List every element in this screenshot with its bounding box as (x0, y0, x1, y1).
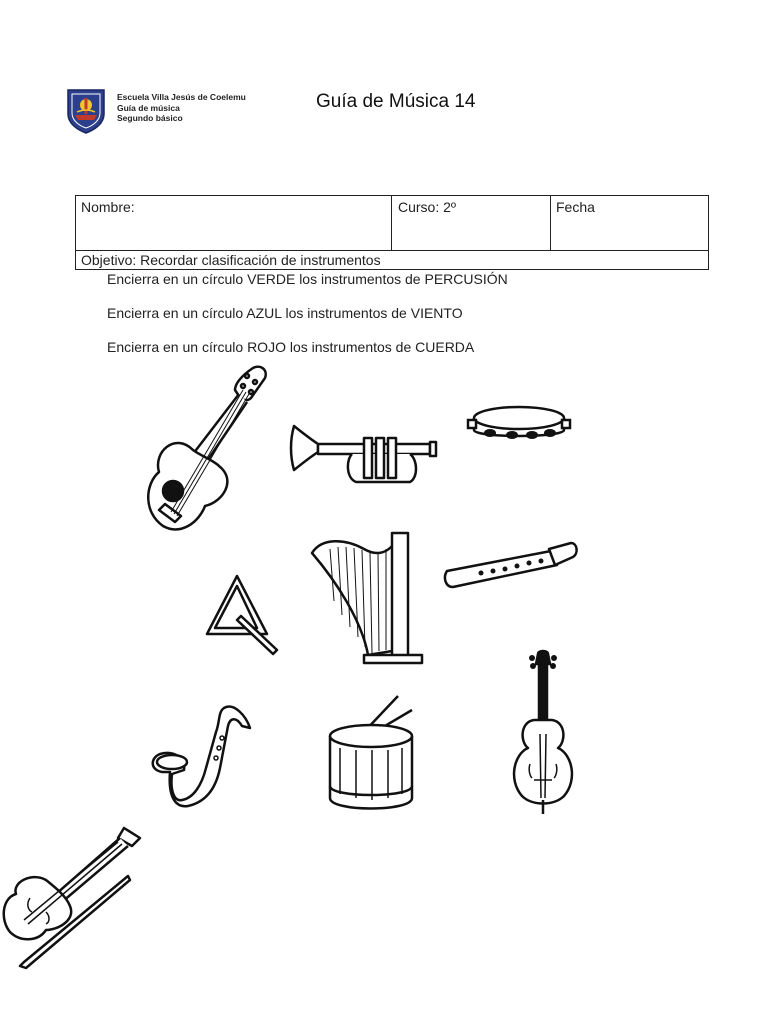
instruction-percussion: Encierra en un círculo VERDE los instrumentos de PERCUSIÓN (107, 271, 508, 287)
fecha-field-label[interactable]: Fecha (556, 199, 595, 215)
guide-subject: Guía de música (117, 102, 180, 113)
nombre-field-label[interactable]: Nombre: (81, 199, 135, 215)
school-info (117, 92, 246, 124)
table-divider (550, 196, 551, 251)
trumpet-image[interactable] (290, 420, 438, 494)
instruction-wind: Encierra en un círculo AZUL los instrumentos de VIENTO (107, 305, 463, 321)
drum-image[interactable] (326, 692, 416, 814)
page-title: Guía de Música 14 (316, 91, 476, 112)
harp-image[interactable] (306, 531, 428, 665)
table-divider (391, 196, 392, 251)
violin-image[interactable] (0, 824, 148, 970)
recorder-flute-image[interactable] (443, 541, 579, 593)
triangle-image[interactable] (201, 570, 281, 658)
curso-field-label[interactable]: Curso: 2º (398, 199, 457, 215)
grade-level: Segundo básico (117, 113, 183, 123)
guitar-image[interactable] (135, 362, 270, 534)
school-name: Escuela Villa Jesús de Coelemu (117, 92, 246, 102)
table-divider (76, 250, 708, 251)
saxophone-image[interactable] (150, 702, 258, 810)
student-info-table (75, 195, 709, 270)
cello-image[interactable] (508, 650, 578, 818)
tambourine-image[interactable] (468, 400, 570, 446)
instruction-string: Encierra en un círculo ROJO los instrumentos de CUERDA (107, 339, 475, 355)
objetivo-text: Objetivo: Recordar clasificación de instrumentos (81, 252, 381, 268)
school-crest-logo (66, 88, 106, 134)
